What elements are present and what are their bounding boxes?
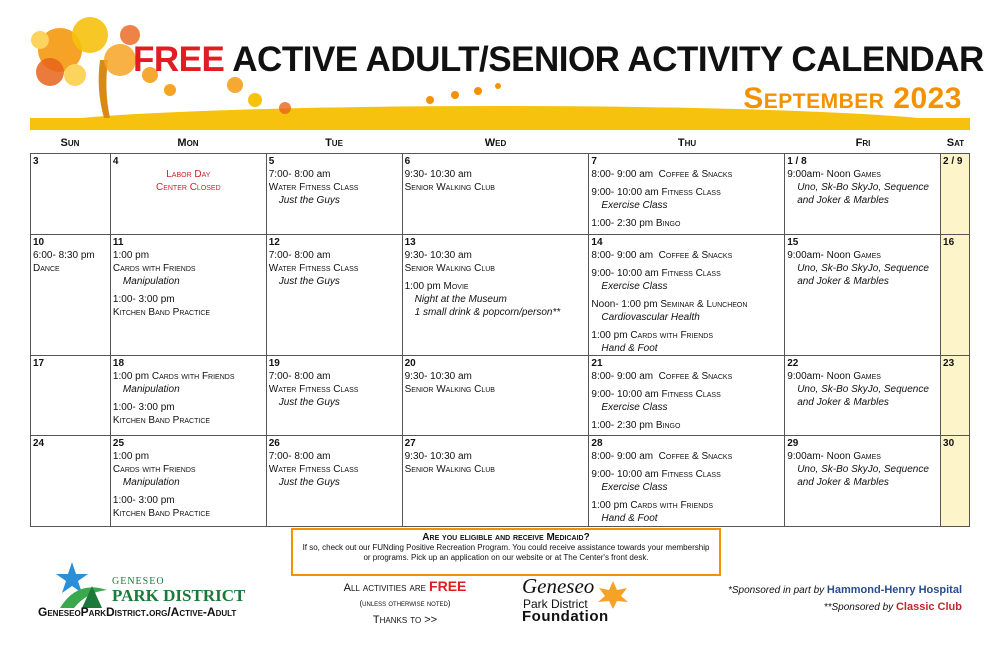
park-district-logo-icon — [52, 560, 112, 610]
event-note: Just the Guys — [278, 397, 340, 408]
sponsor1-name: Hammond-Henry Hospital — [826, 584, 962, 596]
event-note: Manipulation — [122, 477, 180, 488]
event-time: 9:00am- Noon — [787, 371, 854, 382]
day-number: 2 / 9 — [943, 156, 963, 167]
event — [113, 450, 264, 489]
day-cell — [589, 154, 785, 234]
day-cell — [785, 154, 941, 234]
event-time: 1:00 pm — [591, 330, 631, 341]
event-name: Coffee & Snacks — [658, 250, 733, 261]
event-name: Cards with Friends — [630, 330, 713, 341]
event-note: Uno, Sk-Bo SkyJo, Sequence and Joker & Marbles — [797, 263, 929, 287]
foundation-name-c: Foundation — [522, 608, 609, 625]
event — [113, 249, 264, 288]
event — [405, 370, 587, 396]
unless-noted-text: (unless otherwise noted) — [359, 599, 451, 608]
day-number: 4 — [112, 156, 119, 167]
sponsor2-name: Classic Club — [895, 601, 962, 613]
event-name: Senior Walking Club — [404, 384, 495, 395]
event-name: Games — [853, 451, 881, 462]
event-time: 9:30- 10:30 am — [404, 371, 472, 382]
day-cell — [267, 235, 403, 355]
event-time: 9:00am- Noon — [787, 451, 854, 462]
event-time: 9:00am- Noon — [787, 169, 854, 180]
day-number: 21 — [591, 358, 603, 369]
event-time: 1:00- 3:00 pm — [112, 402, 175, 413]
event-name: Coffee & Snacks — [658, 451, 733, 462]
event-name: Cards with Friends — [112, 464, 196, 475]
week-row — [31, 154, 970, 235]
event-note: Manipulation — [122, 276, 180, 287]
day-cell — [785, 436, 941, 526]
gpd-name: PARK DISTRICT — [112, 586, 246, 605]
event — [591, 168, 782, 181]
event — [591, 186, 782, 212]
day-number: 23 — [943, 358, 955, 369]
event — [591, 419, 782, 432]
event-note: Cardiovascular Health — [601, 312, 700, 323]
event — [591, 388, 782, 414]
day-cell — [589, 235, 785, 355]
event — [269, 249, 400, 288]
event-time: 1:00 pm — [112, 250, 150, 261]
day-cell — [403, 235, 590, 355]
event-time: 7:00- 8:00 am — [268, 169, 331, 180]
weekday-thu: Thu — [677, 137, 697, 149]
day-cell — [31, 356, 111, 435]
event-note: Uno, Sk-Bo SkyJo, Sequence and Joker & Marbles — [797, 464, 929, 488]
foundation-name-b: Park District — [523, 597, 588, 611]
event-name: Senior Walking Club — [404, 182, 495, 193]
day-cell — [111, 356, 267, 435]
event-name: Bingo — [655, 420, 681, 431]
title-free: FREE — [133, 40, 225, 79]
event-name: Fitness Class — [661, 187, 721, 198]
week-row — [31, 235, 970, 356]
event — [787, 168, 938, 207]
weekday-tue: Tue — [325, 137, 343, 149]
day-number: 12 — [268, 237, 280, 248]
holiday-note: Center Closed — [155, 182, 221, 193]
day-number: 15 — [787, 237, 799, 248]
day-cell — [111, 436, 267, 526]
event — [591, 298, 782, 324]
free-activities-note — [330, 578, 480, 628]
event — [33, 249, 108, 275]
day-cell — [941, 356, 970, 435]
day-number: 14 — [591, 237, 603, 248]
event-name: Movie — [443, 281, 469, 292]
event — [405, 450, 587, 476]
holiday-note: Labor Day — [166, 169, 211, 180]
day-number: 10 — [33, 237, 45, 248]
day-cell — [403, 436, 590, 526]
event-name: Water Fitness Class — [268, 464, 359, 475]
event-time: 8:00- 9:00 am — [591, 451, 659, 462]
event — [787, 370, 938, 409]
event-time: 7:00- 8:00 am — [268, 371, 331, 382]
event-name: Water Fitness Class — [268, 263, 359, 274]
title-rest: ACTIVE ADULT/SENIOR ACTIVITY CALENDAR — [224, 40, 984, 79]
event-time: 1:00- 2:30 pm — [591, 420, 656, 431]
event — [269, 450, 400, 489]
event-note: Manipulation — [122, 384, 180, 395]
event-time: 9:00- 10:00 am — [591, 268, 662, 279]
event-time: 7:00- 8:00 am — [268, 451, 331, 462]
event-name: Games — [853, 371, 881, 382]
event — [591, 370, 782, 383]
day-number: 29 — [787, 438, 799, 449]
day-number: 20 — [404, 358, 416, 369]
event-name: Dance — [33, 263, 60, 274]
event — [591, 267, 782, 293]
weekday-mon: Mon — [177, 137, 199, 149]
day-cell — [941, 154, 970, 234]
day-cell — [589, 436, 785, 526]
event-name: Games — [853, 250, 881, 261]
event-name: Senior Walking Club — [404, 263, 495, 274]
event-name: Seminar & Luncheon — [660, 299, 748, 310]
event-time: 1:00 pm — [112, 451, 150, 462]
event-note: Exercise Class — [601, 200, 668, 211]
event-note: Uno, Sk-Bo SkyJo, Sequence and Joker & Marbles — [797, 384, 929, 408]
day-cell — [403, 154, 590, 234]
day-cell — [403, 356, 590, 435]
day-number: 17 — [33, 358, 45, 369]
day-number: 18 — [112, 358, 125, 369]
day-number: 24 — [33, 438, 45, 449]
sponsor2-prefix: **Sponsored by — [823, 602, 896, 613]
event-name: Kitchen Band Practice — [112, 415, 211, 426]
event-time: 9:00am- Noon — [787, 250, 854, 261]
day-number: 27 — [404, 438, 416, 449]
gpd-small-text: GENESEO — [112, 576, 165, 587]
day-cell — [267, 436, 403, 526]
weekday-sun: Sun — [60, 137, 80, 149]
event-note: Just the Guys — [278, 276, 340, 287]
medicaid-text: If so, check out our FUNding Positive Recreation Program. You could receive assistance towards your membership or programs. Pick up an application on our website or at The Center's front desk. — [302, 543, 710, 562]
event-name: Kitchen Band Practice — [112, 307, 211, 318]
event-name: Water Fitness Class — [268, 182, 359, 193]
day-number: 1 / 8 — [787, 156, 807, 167]
event — [591, 329, 782, 355]
event — [591, 499, 782, 525]
website-url: GeneseoParkDistrict.org/Active-Adult — [38, 605, 237, 619]
event-time: 9:00- 10:00 am — [591, 469, 662, 480]
event-name: Coffee & Snacks — [658, 169, 733, 180]
event-note: Night at the Museum — [414, 294, 507, 305]
day-number: 22 — [787, 358, 799, 369]
thanks-text: Thanks to >> — [372, 614, 438, 626]
day-number: 26 — [268, 438, 280, 449]
day-cell — [941, 436, 970, 526]
event-time: 9:00- 10:00 am — [591, 389, 662, 400]
event-time: 1:00- 3:00 pm — [112, 294, 175, 305]
event-name: Water Fitness Class — [268, 384, 359, 395]
foundation-name-a: Geneseo — [522, 574, 595, 598]
event-note: Exercise Class — [601, 482, 668, 493]
event-time: 1:00 pm — [404, 281, 444, 292]
all-activities-text: All activities are — [343, 582, 430, 594]
event-name: Fitness Class — [661, 268, 721, 279]
day-number: 13 — [404, 237, 416, 248]
day-cell — [941, 235, 970, 355]
event-note: Just the Guys — [278, 195, 340, 206]
event-name: Senior Walking Club — [404, 464, 495, 475]
sponsors — [728, 582, 962, 616]
day-number: 28 — [591, 438, 603, 449]
event-note: Just the Guys — [278, 477, 340, 488]
day-cell — [267, 356, 403, 435]
event-time: 9:00- 10:00 am — [591, 187, 662, 198]
event-time: 6:00- 8:30 pm — [33, 250, 95, 261]
event-time: Noon- 1:00 pm — [591, 299, 661, 310]
event — [405, 168, 587, 194]
event-name: Kitchen Band Practice — [112, 508, 211, 519]
page-title — [133, 40, 984, 80]
event-time: 8:00- 9:00 am — [591, 250, 659, 261]
weekday-fri: Fri — [855, 137, 871, 149]
medicaid-notice — [291, 528, 721, 576]
event-name: Coffee & Snacks — [658, 371, 733, 382]
event-time: 9:30- 10:30 am — [404, 169, 472, 180]
week-row — [31, 356, 970, 436]
event-note: Hand & Foot — [601, 343, 658, 354]
event-time: 1:00 pm — [112, 371, 152, 382]
event — [113, 370, 264, 396]
weekday-sat: Sat — [946, 137, 965, 149]
event — [269, 370, 400, 409]
event — [787, 249, 938, 288]
day-number: 7 — [591, 156, 597, 167]
day-number: 16 — [943, 237, 955, 248]
event-time: 9:30- 10:30 am — [404, 250, 472, 261]
event-time: 8:00- 9:00 am — [591, 169, 659, 180]
day-cell — [31, 436, 111, 526]
day-number: 5 — [268, 156, 275, 167]
event — [787, 450, 938, 489]
event-name: Games — [853, 169, 881, 180]
event-time: 1:00- 2:30 pm — [591, 218, 656, 229]
event — [591, 217, 782, 230]
event — [113, 401, 264, 427]
day-cell — [31, 235, 111, 355]
event — [269, 168, 400, 207]
event — [405, 280, 587, 319]
event-time: 8:00- 9:00 am — [591, 371, 659, 382]
day-number: 25 — [112, 438, 125, 449]
sponsor1-prefix: *Sponsored in part by — [727, 585, 827, 596]
event-time: 7:00- 8:00 am — [268, 250, 331, 261]
week-row — [31, 436, 970, 527]
event-time: 1:00- 3:00 pm — [112, 495, 175, 506]
month-title: September 2023 — [743, 82, 962, 115]
day-cell — [267, 154, 403, 234]
event — [591, 450, 782, 463]
event — [113, 494, 264, 520]
day-cell — [31, 154, 111, 234]
day-number: 3 — [33, 156, 39, 167]
weekday-header — [30, 137, 970, 153]
event-name: Fitness Class — [661, 389, 721, 400]
event — [113, 293, 264, 319]
event — [591, 468, 782, 494]
day-cell — [785, 235, 941, 355]
event-name: Fitness Class — [661, 469, 721, 480]
event-note: Exercise Class — [601, 281, 668, 292]
calendar-grid — [30, 153, 970, 527]
day-number: 30 — [943, 438, 955, 449]
day-cell — [785, 356, 941, 435]
event-name: Cards with Friends — [630, 500, 713, 511]
event-time: 9:30- 10:30 am — [404, 451, 472, 462]
day-number: 6 — [404, 156, 411, 167]
event-time: 1:00 pm — [591, 500, 631, 511]
medicaid-question: Are you eligible and receive Medicaid? — [422, 532, 590, 543]
weekday-wed: Wed — [484, 137, 507, 149]
day-number: 19 — [268, 358, 280, 369]
event — [405, 249, 587, 275]
event-name: Cards with Friends — [151, 371, 235, 382]
event-note: 1 small drink & popcorn/person** — [414, 307, 561, 318]
event — [591, 249, 782, 262]
event-name: Bingo — [655, 218, 681, 229]
maple-leaf-icon — [596, 580, 630, 610]
day-number: 11 — [112, 237, 124, 248]
day-cell — [111, 154, 267, 234]
free-text: FREE — [429, 578, 467, 594]
day-cell — [111, 235, 267, 355]
event-note: Exercise Class — [601, 402, 668, 413]
event-note: Uno, Sk-Bo SkyJo, Sequence and Joker & Marbles — [797, 182, 929, 206]
day-cell — [589, 356, 785, 435]
event-name: Cards with Friends — [112, 263, 196, 274]
event-note: Hand & Foot — [601, 513, 658, 524]
